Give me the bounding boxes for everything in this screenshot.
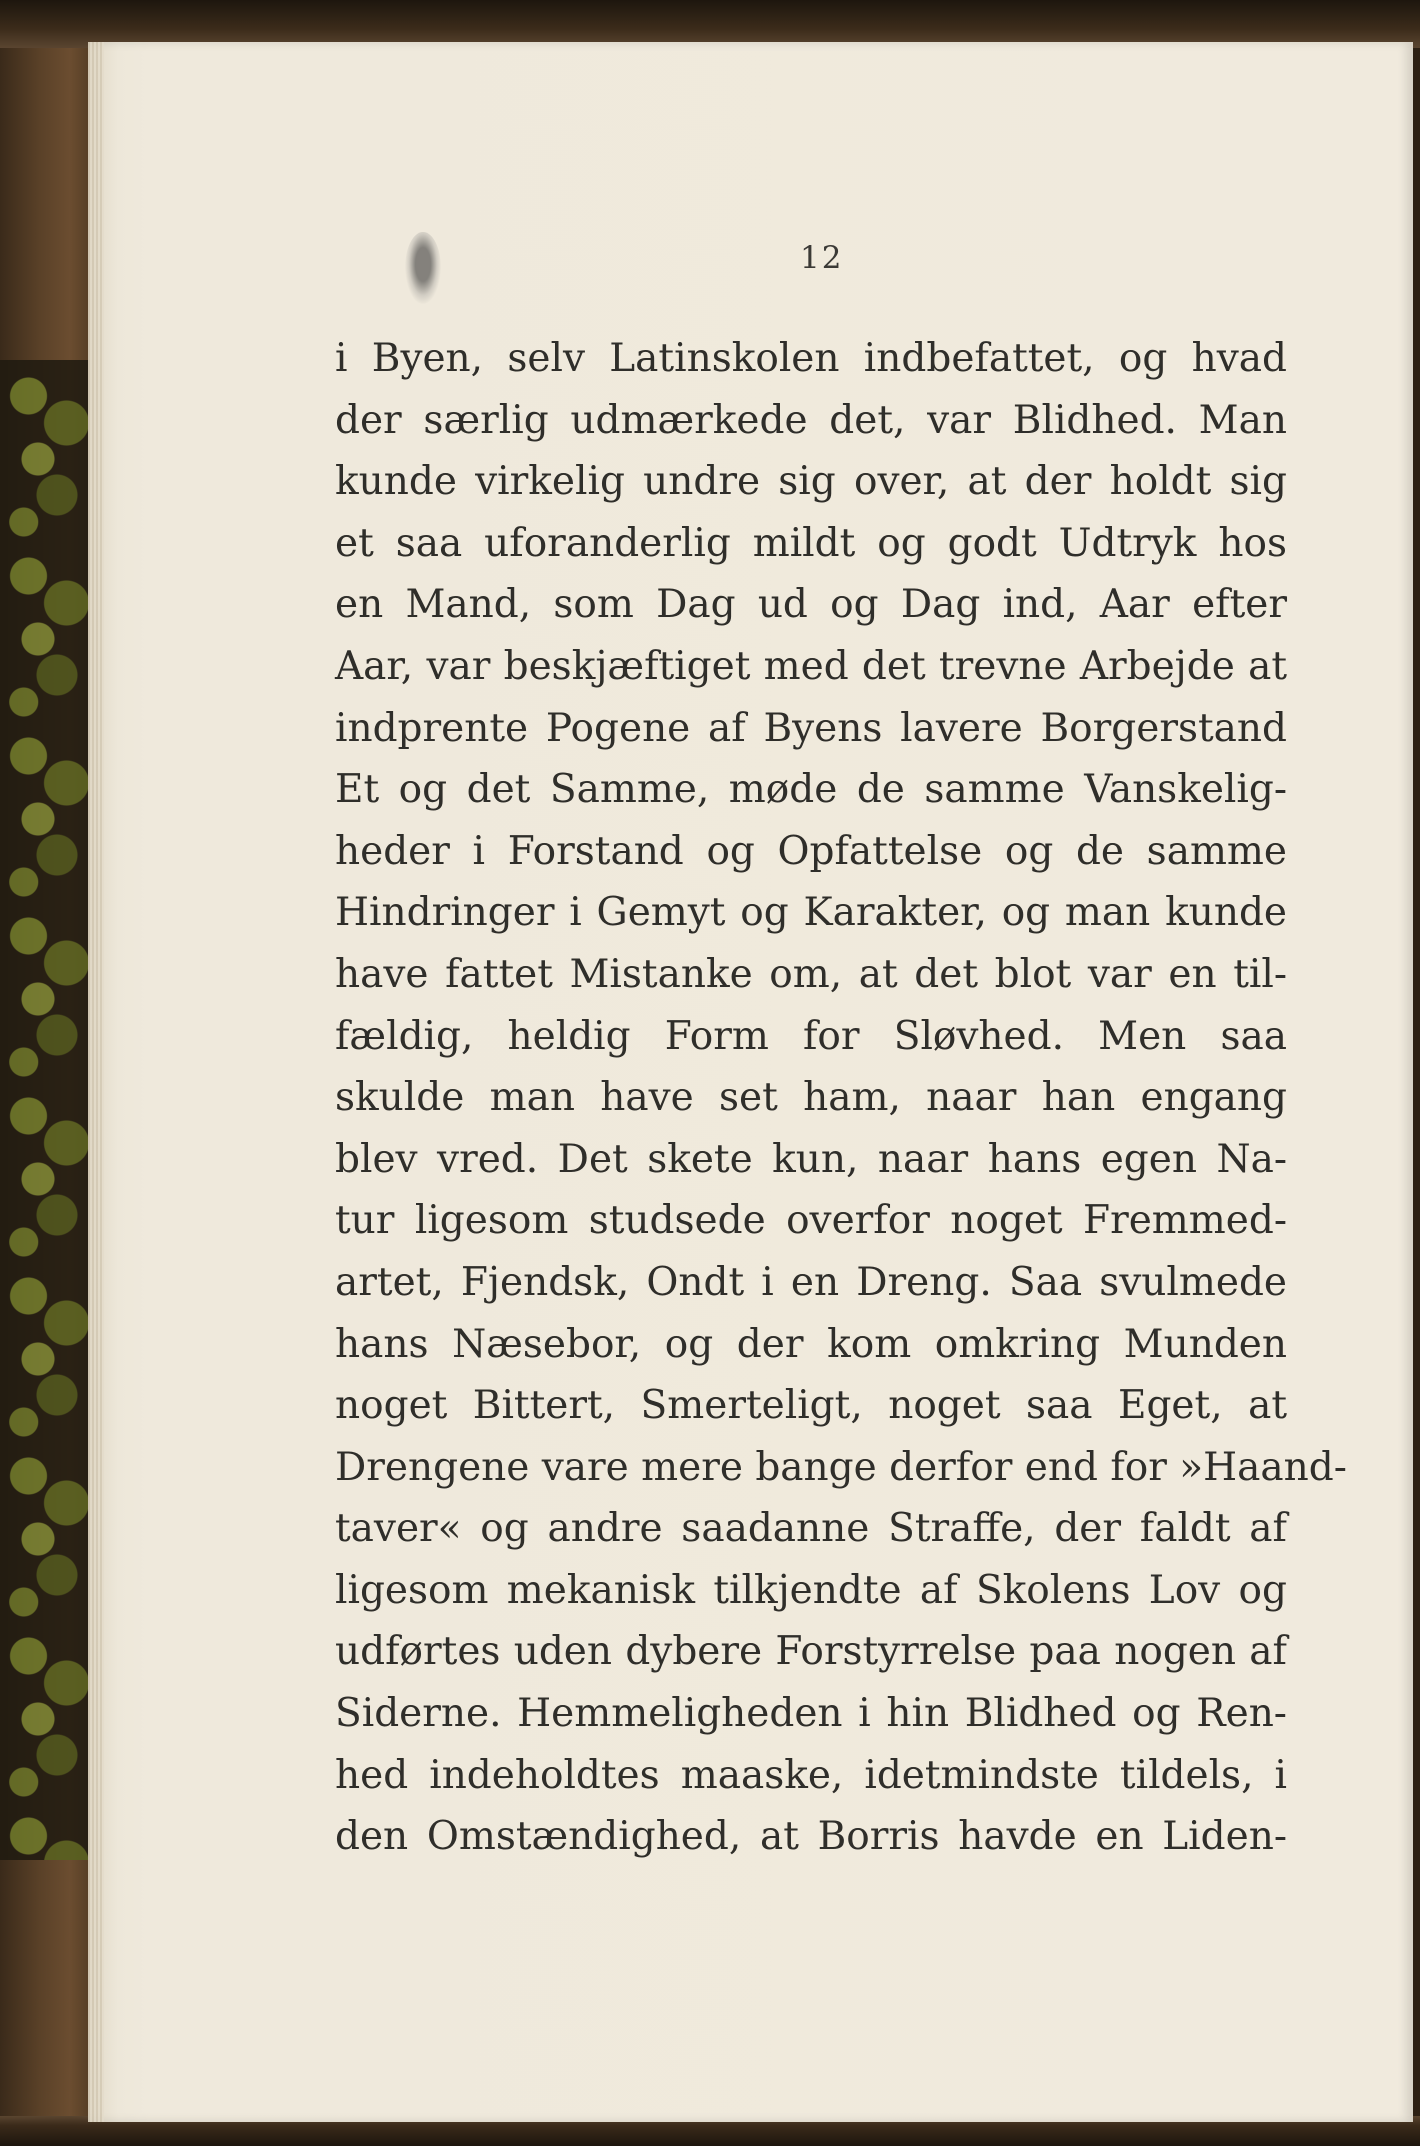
text-line: blev vred. Det skete kun, naar hans egen Na- bbox=[335, 1136, 1287, 1182]
marbled-cover bbox=[0, 360, 95, 1860]
text-line: den Omstændighed, at Borris havde en Liden- bbox=[335, 1814, 1287, 1860]
text-line: Aar, var beskjæftiget med det trevne Arbejde at bbox=[335, 643, 1287, 689]
book-top-edge bbox=[0, 0, 1420, 48]
page-gutter bbox=[88, 42, 104, 2122]
text-line: taver« og andre saadanne Straffe, der faldt af bbox=[335, 1506, 1287, 1552]
text-line: artet, Fjendsk, Ondt i en Dreng. Saa svulmede bbox=[335, 1259, 1287, 1305]
text-line: heder i Forstand og Opfattelse og de samme bbox=[335, 828, 1287, 874]
text-line: hed indeholdtes maaske, idetmindste tildels, i bbox=[335, 1752, 1287, 1798]
text-line: i Byen, selv Latinskolen indbefattet, og hvad bbox=[335, 336, 1287, 381]
text-line: Drengene vare mere bange derfor end for »Haand- bbox=[335, 1444, 1347, 1490]
text-line: tur ligesom studsede overfor noget Fremmed- bbox=[335, 1198, 1287, 1244]
text-line: Et og det Samme, møde de samme Vanskelig- bbox=[335, 767, 1287, 813]
text-line: Hindringer i Gemyt og Karakter, og man kunde bbox=[335, 890, 1287, 936]
ink-stain bbox=[405, 232, 441, 304]
text-line: hans Næsebor, og der kom omkring Munden bbox=[335, 1321, 1287, 1367]
text-line: skulde man have set ham, naar han engang bbox=[335, 1075, 1287, 1121]
text-line: have fattet Mistanke om, at det blot var en til- bbox=[335, 951, 1287, 997]
text-line: en Mand, som Dag ud og Dag ind, Aar efter bbox=[335, 582, 1287, 628]
text-line: et saa uforanderlig mildt og godt Udtryk hos bbox=[335, 520, 1287, 566]
text-line: kunde virkelig undre sig over, at der holdt sig bbox=[335, 459, 1287, 505]
text-line: noget Bittert, Smerteligt, noget saa Eget, at bbox=[335, 1383, 1287, 1429]
text-line: der særlig udmærkede det, var Blidhed. Man bbox=[335, 397, 1287, 443]
text-line: udførtes uden dybere Forstyrrelse paa nogen af bbox=[335, 1629, 1287, 1675]
text-line: ligesom mekanisk tilkjendte af Skolens Lov og bbox=[335, 1567, 1287, 1613]
text-line: Siderne. Hemmeligheden i hin Blidhed og Ren- bbox=[335, 1691, 1287, 1737]
page-number: 12 bbox=[800, 240, 844, 276]
body-text bbox=[335, 328, 1347, 1868]
text-line: indprente Pogene af Byens lavere Borgerstand bbox=[335, 705, 1287, 751]
text-line: fældig, heldig Form for Sløvhed. Men saa bbox=[335, 1013, 1287, 1059]
